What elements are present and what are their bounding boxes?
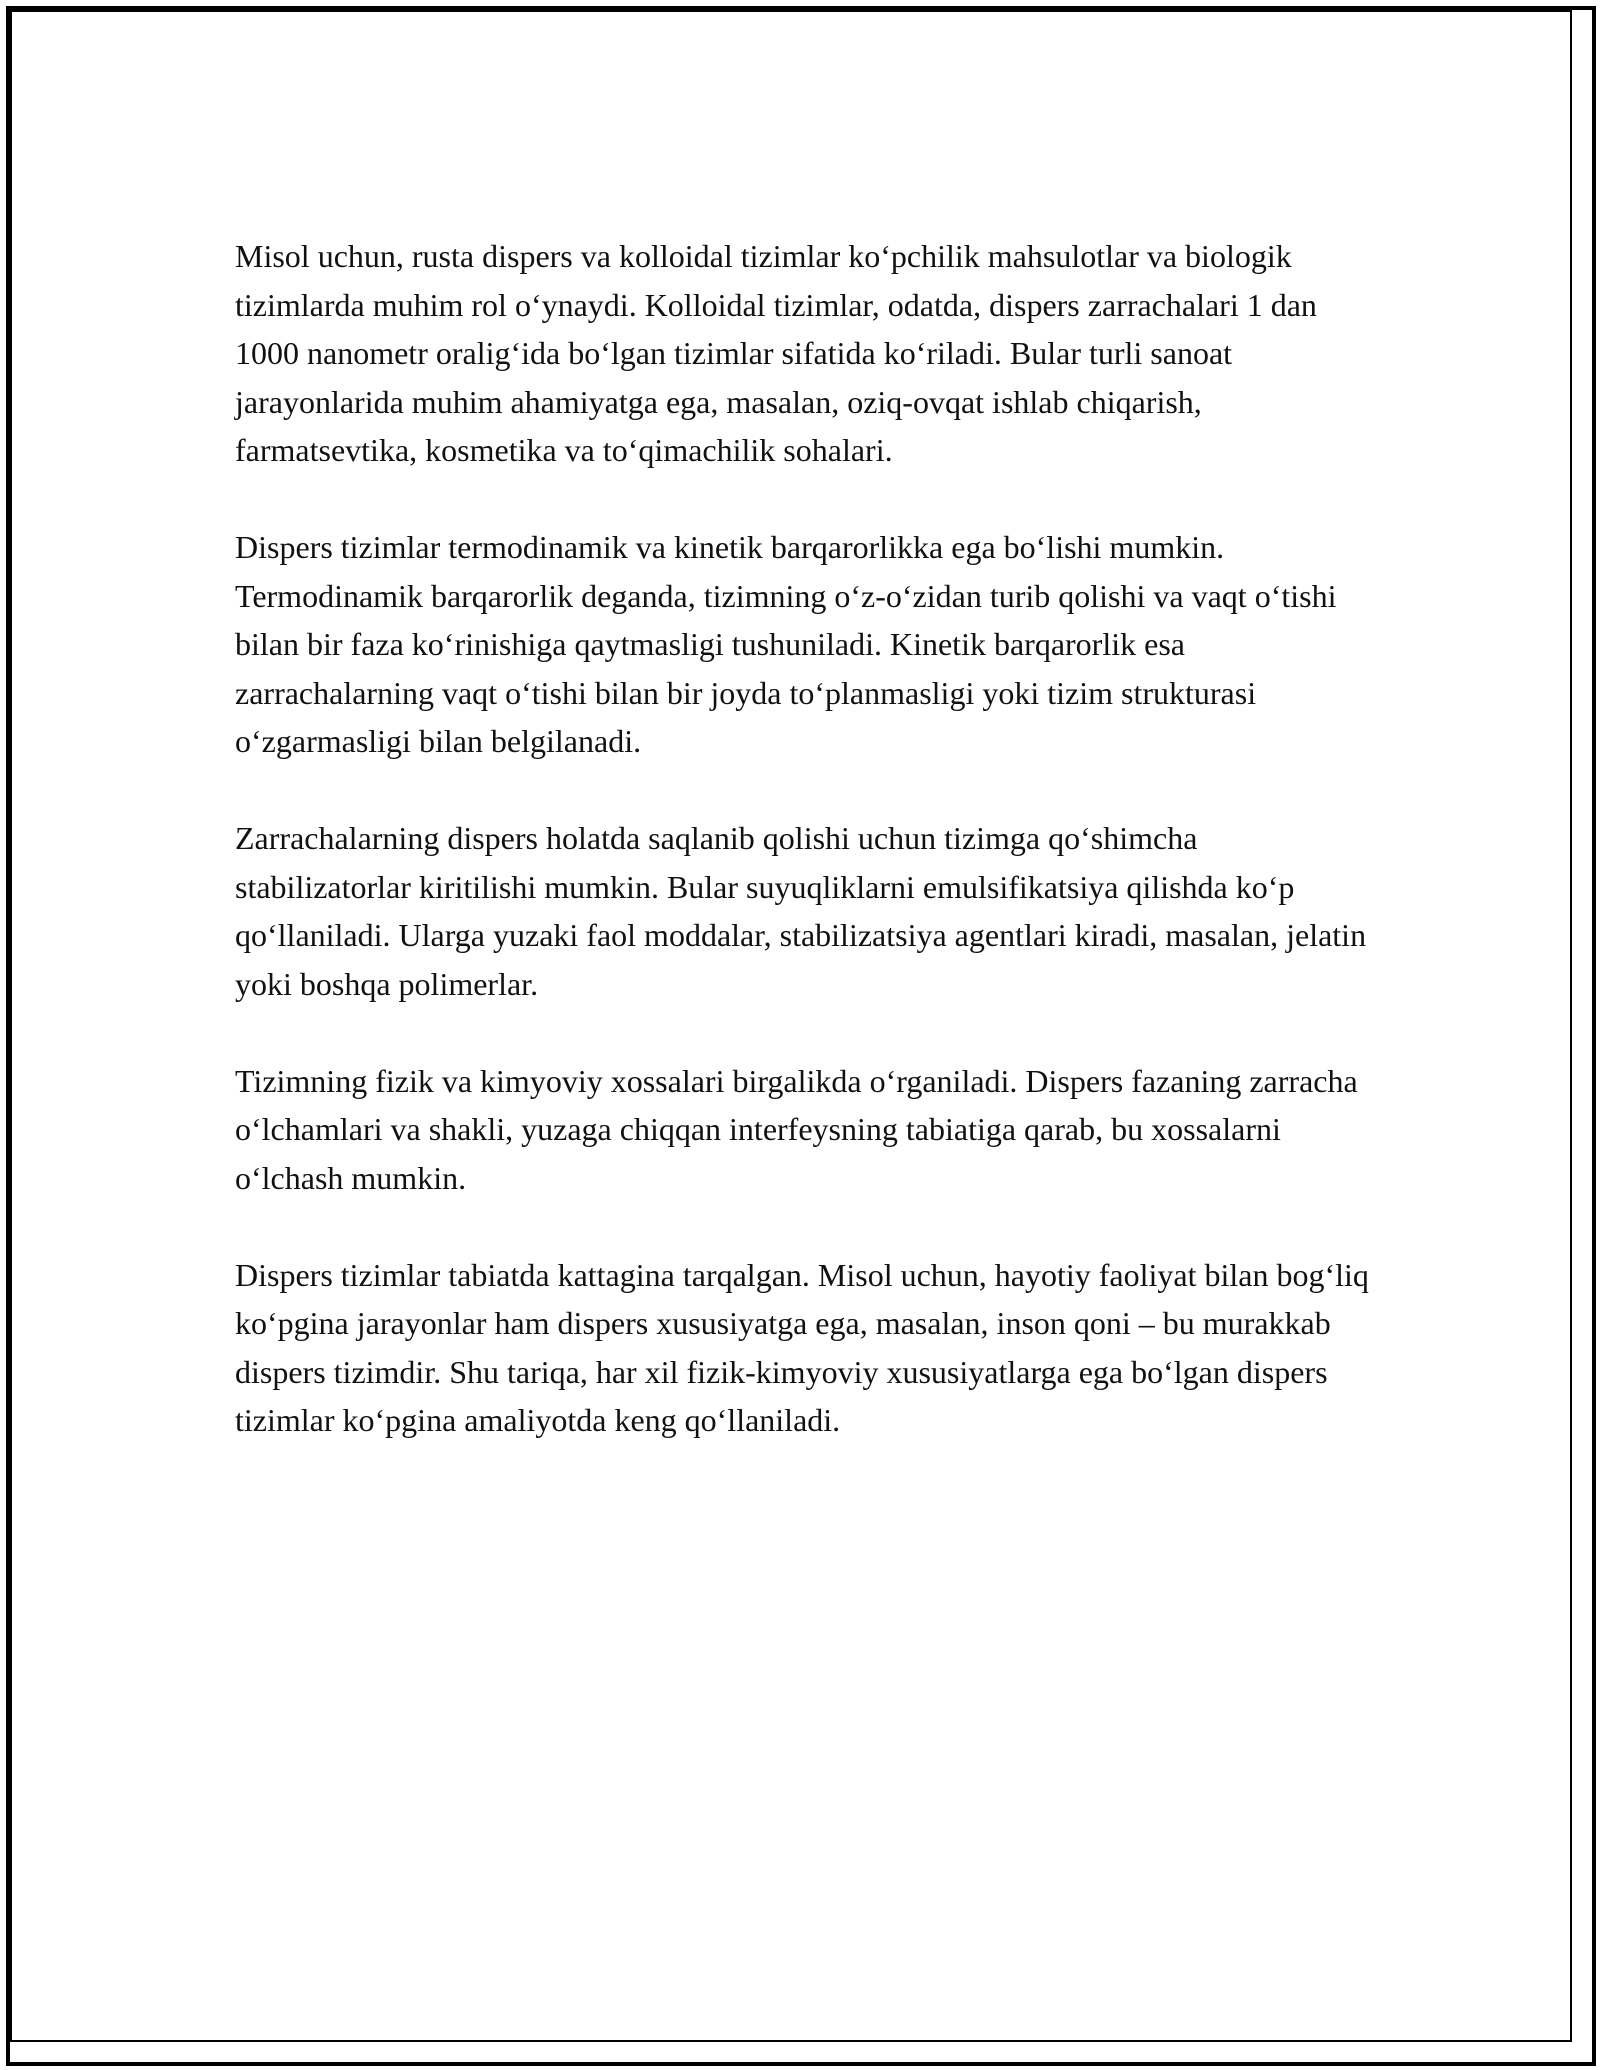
paragraph-4: Tizimning fizik va kimyoviy xossalari birgalikda oʻrganiladi. Dispers fazaning zarracha oʻlchamlari va shakli, yuzaga chiqqan interfeysning tabiatiga qarab, bu xossalarni oʻlchash mumkin. xyxy=(235,1062,1358,1196)
paragraph-5: Dispers tizimlar tabiatda kattagina tarqalgan. Misol uchun, hayotiy faoliyat bilan bogʻliq koʻpgina jarayonlar ham dispers xususiyatga ega, masalan, inson qoni – bu murakkab dispers tizimdir. Shu tariqa, har xil fizik-kimyoviy xususiyatlarga ega boʻlgan dispers tizimlar koʻpgina amaliyotda keng qoʻllaniladi. xyxy=(235,1256,1369,1438)
paragraph-1: Misol uchun, rusta dispers va kolloidal tizimlar koʻpchilik mahsulotlar va biologik tizimlarda muhim rol oʻynaydi. Kolloidal tizimlar, odatda, dispers zarrachalari 1 dan 1000 nanometr oraligʻida boʻlgan tizimlar sifatida koʻriladi. Bular turli sanoat jarayonlarida muhim ahamiyatga ega, masalan, oziq-ovqat ishlab chiqarish, farmatsevtika, kosmetika va toʻqimachilik sohalari. xyxy=(235,238,1317,468)
paragraph-2: Dispers tizimlar termodinamik va kinetik barqarorlikka ega boʻlishi mumkin. Termodinamik barqarorlik deganda, tizimning oʻz-oʻzidan turib qolishi va vaqt oʻtishi bilan bir faza koʻrinishiga qaytmasligi tushuniladi. Kinetik barqarorlik esa zarrachalarning vaqt oʻtishi bilan bir joyda toʻplanmasligi yoki tizim strukturasi oʻzgarmasligi bilan belgilanadi. xyxy=(235,529,1337,759)
paragraph-3: Zarrachalarning dispers holatda saqlanib qolishi uchun tizimga qoʻshimcha stabilizatorlar kiritilishi mumkin. Bular suyuqliklarni emulsifikatsiya qilishda koʻp qoʻllaniladi. Ularga yuzaki faol moddalar, stabilizatsiya agentlari kiradi, masalan, jelatin yoki boshqa polimerlar. xyxy=(235,820,1367,1002)
document-body xyxy=(235,232,1375,1493)
